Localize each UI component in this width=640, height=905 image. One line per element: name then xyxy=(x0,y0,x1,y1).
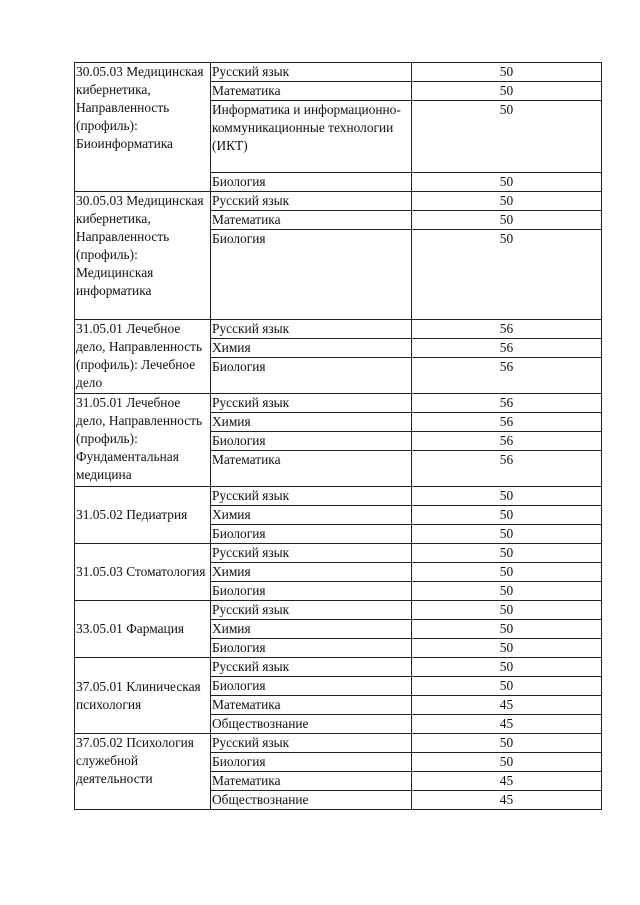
min-score-cell: 45 xyxy=(412,715,602,734)
min-score-cell: 50 xyxy=(412,487,602,506)
specialty-cell: 30.05.03 Медицинская кибернетика, Направленность (профиль): Медицинская информатика xyxy=(75,192,211,320)
subject-cell: Русский язык xyxy=(211,192,412,211)
subject-cell: Химия xyxy=(211,413,412,432)
subject-cell: Информатика и информационно-коммуникационные технологии (ИКТ) xyxy=(211,101,412,173)
subject-cell: Русский язык xyxy=(211,734,412,753)
subject-cell: Математика xyxy=(211,211,412,230)
min-score-cell: 50 xyxy=(412,620,602,639)
min-score-cell: 56 xyxy=(412,339,602,358)
table-row xyxy=(75,320,602,339)
subject-cell: Русский язык xyxy=(211,320,412,339)
table-row xyxy=(75,544,602,563)
subject-cell: Биология xyxy=(211,432,412,451)
subject-cell: Математика xyxy=(211,451,412,487)
subject-cell: Биология xyxy=(211,230,412,320)
min-score-cell: 50 xyxy=(412,563,602,582)
subject-cell: Биология xyxy=(211,753,412,772)
specialty-cell: 31.05.03 Стоматология xyxy=(75,544,211,601)
table-row xyxy=(75,734,602,753)
subject-cell: Обществознание xyxy=(211,715,412,734)
min-score-cell: 50 xyxy=(412,753,602,772)
subject-cell: Биология xyxy=(211,582,412,601)
min-score-cell: 50 xyxy=(412,544,602,563)
min-score-cell: 56 xyxy=(412,394,602,413)
table-row xyxy=(75,487,602,506)
min-score-cell: 50 xyxy=(412,582,602,601)
subject-cell: Химия xyxy=(211,620,412,639)
min-score-cell: 56 xyxy=(412,451,602,487)
admission-scores-table-container xyxy=(74,62,601,810)
table-row xyxy=(75,658,602,677)
admission-scores-table xyxy=(74,62,602,810)
min-score-cell: 50 xyxy=(412,677,602,696)
table-row xyxy=(75,192,602,211)
min-score-cell: 45 xyxy=(412,696,602,715)
min-score-cell: 50 xyxy=(412,734,602,753)
min-score-cell: 50 xyxy=(412,101,602,173)
specialty-cell: 37.05.02 Психология служебной деятельности xyxy=(75,734,211,810)
subject-cell: Химия xyxy=(211,563,412,582)
table-body xyxy=(75,63,602,810)
min-score-cell: 50 xyxy=(412,63,602,82)
min-score-cell: 50 xyxy=(412,639,602,658)
specialty-cell: 31.05.01 Лечебное дело, Направленность (профиль): Фундаментальная медицина xyxy=(75,394,211,487)
subject-cell: Математика xyxy=(211,82,412,101)
min-score-cell: 50 xyxy=(412,82,602,101)
specialty-cell: 30.05.03 Медицинская кибернетика, Направленность (профиль): Биоинформатика xyxy=(75,63,211,192)
min-score-cell: 45 xyxy=(412,772,602,791)
subject-cell: Русский язык xyxy=(211,63,412,82)
min-score-cell: 56 xyxy=(412,320,602,339)
subject-cell: Русский язык xyxy=(211,544,412,563)
specialty-cell: 33.05.01 Фармация xyxy=(75,601,211,658)
min-score-cell: 50 xyxy=(412,211,602,230)
min-score-cell: 45 xyxy=(412,791,602,810)
min-score-cell: 56 xyxy=(412,432,602,451)
min-score-cell: 50 xyxy=(412,230,602,320)
min-score-cell: 50 xyxy=(412,525,602,544)
specialty-cell: 31.05.02 Педиатрия xyxy=(75,487,211,544)
specialty-cell: 31.05.01 Лечебное дело, Направленность (профиль): Лечебное дело xyxy=(75,320,211,394)
subject-cell: Русский язык xyxy=(211,658,412,677)
subject-cell: Русский язык xyxy=(211,394,412,413)
subject-cell: Математика xyxy=(211,772,412,791)
subject-cell: Русский язык xyxy=(211,487,412,506)
min-score-cell: 50 xyxy=(412,506,602,525)
subject-cell: Обществознание xyxy=(211,791,412,810)
table-row xyxy=(75,601,602,620)
min-score-cell: 50 xyxy=(412,601,602,620)
subject-cell: Биология xyxy=(211,358,412,394)
subject-cell: Химия xyxy=(211,339,412,358)
min-score-cell: 56 xyxy=(412,358,602,394)
min-score-cell: 50 xyxy=(412,192,602,211)
subject-cell: Биология xyxy=(211,525,412,544)
subject-cell: Биология xyxy=(211,173,412,192)
subject-cell: Русский язык xyxy=(211,601,412,620)
subject-cell: Биология xyxy=(211,639,412,658)
min-score-cell: 50 xyxy=(412,658,602,677)
min-score-cell: 50 xyxy=(412,173,602,192)
subject-cell: Математика xyxy=(211,696,412,715)
table-row xyxy=(75,63,602,82)
subject-cell: Химия xyxy=(211,506,412,525)
table-row xyxy=(75,394,602,413)
subject-cell: Биология xyxy=(211,677,412,696)
specialty-cell: 37.05.01 Клиническая психология xyxy=(75,658,211,734)
min-score-cell: 56 xyxy=(412,413,602,432)
